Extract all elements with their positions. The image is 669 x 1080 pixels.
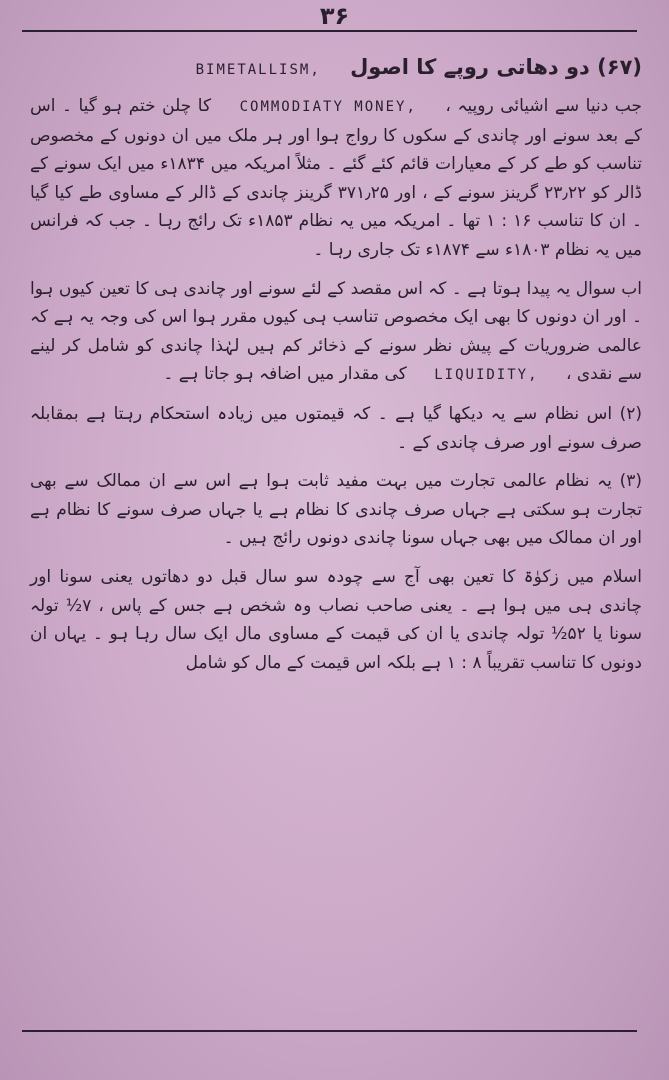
paragraph-text: (۳) یہ نظام عالمی تجارت میں بہت مفید ثابت ہوا ہے اس سے ان ممالک سے بھی تجارت ہو سکتی ہے جہاں صرف چاندی کا نظام ہے یا جہاں صرف سونے کا نظام ہے اور ان ممالک میں بھی جہاں سونا چاندی دونوں رائج ہیں ۔ [30, 471, 642, 549]
paragraph [30, 92, 642, 265]
paragraph-text: کا چلن ختم ہو گیا ۔ اس کے بعد سونے اور چاندی کے سکوں کا رواج ہوا اور ہر ملک میں ان دونوں کے مخصوص تناسب کو طے کر کے معیارات قائم کئے گئے ۔ مثلاً امریکہ میں ۱۸۳۴ء میں ایک سونے کے ڈالر کو ۲۳٫۲۲ گرینز سونے کے ، اور ۳۷۱٫۲۵ گرینز چاندی کے ڈالر کے مساوی طے کیا گیا ۔ ان کا تناسب ۱۶ : ۱ تھا ۔ امریکہ میں یہ نظام ۱۸۵۳ء تک رائج رہا ۔ جب کہ فرانس میں یہ نظام ۱۸۰۳ء سے ۱۸۷۴ء تک جاری رہا ۔ [30, 96, 643, 260]
heading-title-english: BIMETALLISM, [195, 62, 321, 78]
english-term: COMMODIATY MONEY, [239, 99, 417, 115]
paragraph-text: (۲) اس نظام سے یہ دیکھا گیا ہے ۔ کہ قیمتوں میں زیادہ استحکام رہتا ہے بمقابلہ صرف سونے اور صرف چاندی کے ۔ [30, 403, 642, 453]
paragraph-text: اب سوال یہ پیدا ہوتا ہے ۔ کہ اس مقصد کے لئے سونے اور چاندی ہی کا تعین کیوں ہوا ۔ اور ان دونوں کا بھی ایک مخصوص تناسب ہی کیوں مقرر ہوا اس کی وجہ یہ ہے کہ عالمی ضروریات کے پیش نظر سونے کے ذخائر کم ہیں لہٰذا چاندی کو شامل کر لینے سے نقدی ، [30, 278, 642, 385]
paragraph [30, 275, 642, 390]
paragraph [30, 563, 642, 677]
heading-title-urdu: دو دھاتی روپے کا اصول [350, 55, 590, 79]
section-heading [30, 50, 642, 87]
top-rule [22, 30, 637, 32]
bottom-rule [22, 1030, 637, 1032]
paragraph-text: اسلام میں زکوٰۃ کا تعین بھی آج سے چودہ سو سال قبل دو دھاتوں یعنی سونا اور چاندی ہی میں ہوا ہے ۔ یعنی صاحب نصاب وہ شخص ہے جس کے پاس ، ۷½ تولہ سونا یا ۵۲½ تولہ چاندی یا ان کی قیمت کے مساوی مال ایک سال رہا ہو ۔ یہاں ان دونوں کا تناسب تقریباً ۸ : ۱ ہے بلکہ اس قیمت کے مال کو شامل [30, 566, 643, 673]
english-term: LIQUIDITY, [434, 367, 539, 384]
page-number: ۳۶ [319, 2, 350, 30]
heading-number: (۶۷) [597, 55, 642, 79]
paragraph-text: کی مقدار میں اضافہ ہو جاتا ہے ۔ [163, 364, 407, 385]
paragraph-text: جب دنیا سے اشیائی روپیہ ، [445, 96, 642, 116]
paragraph [30, 400, 642, 457]
body-text [30, 92, 642, 687]
paragraph [30, 467, 642, 553]
